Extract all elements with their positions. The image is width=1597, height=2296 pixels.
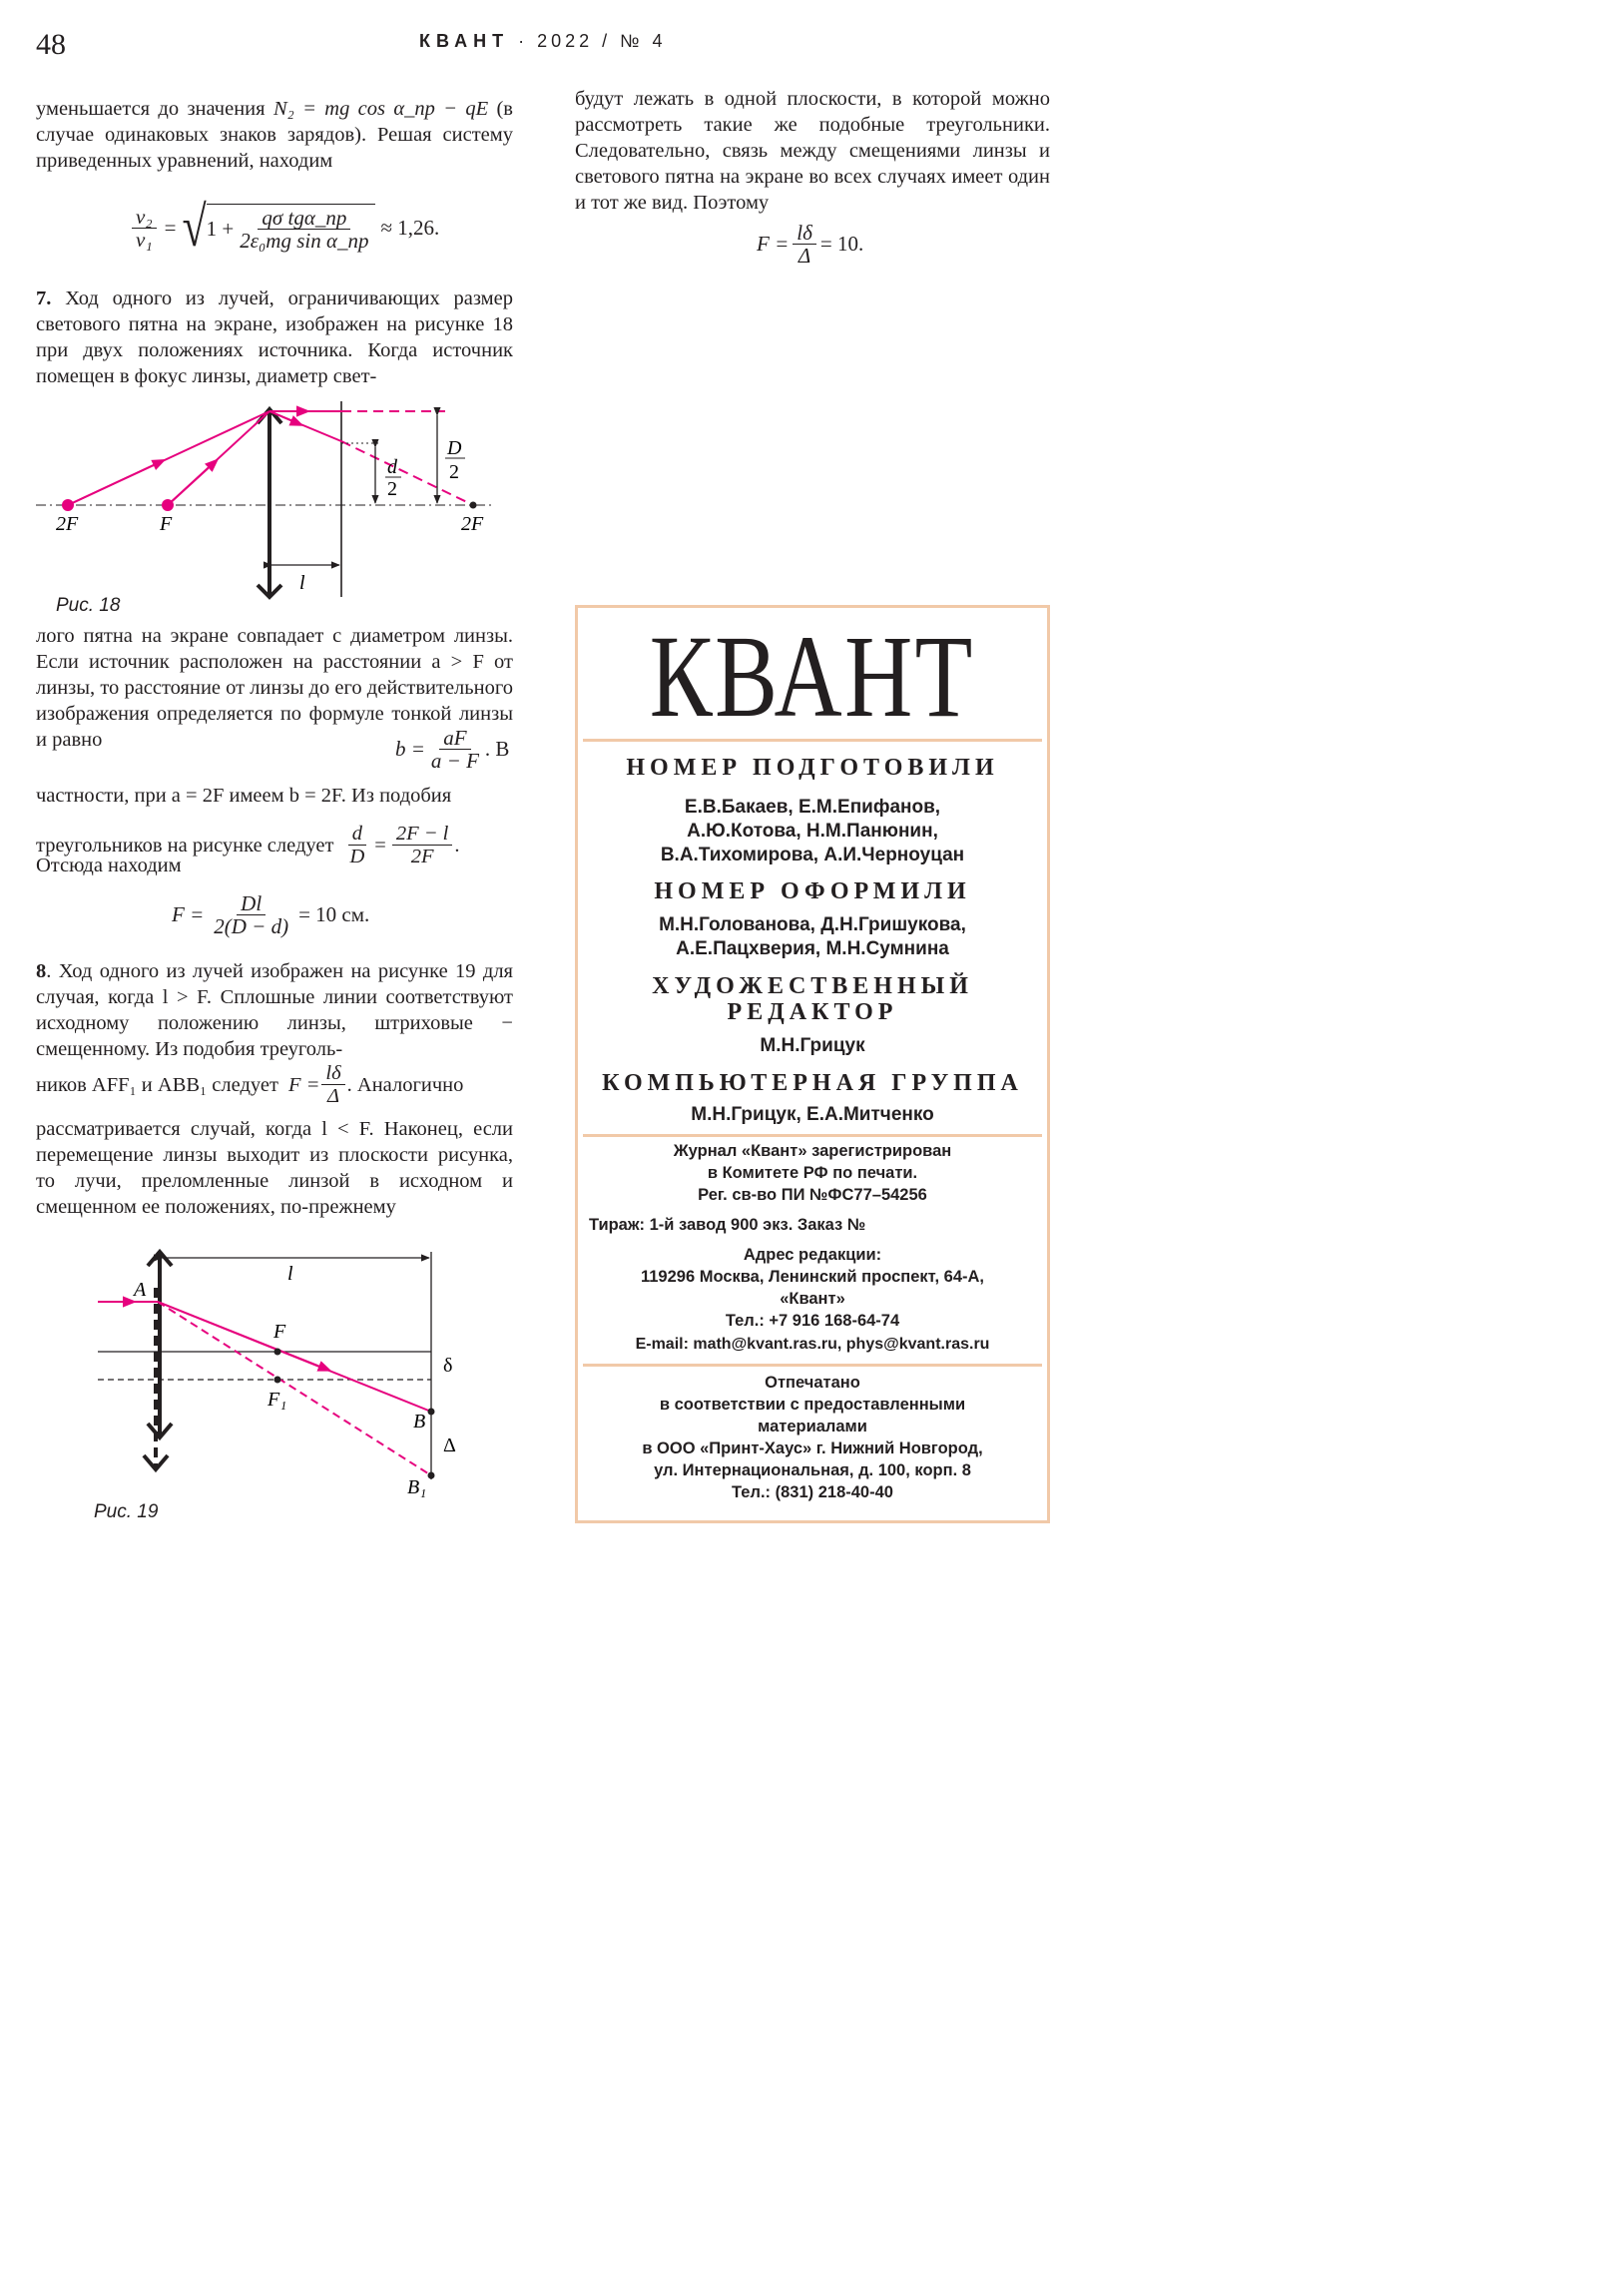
svg-text:F: F (160, 513, 173, 535)
names-prepared: Е.В.Бакаев, Е.М.Епифанов, А.Ю.Котова, Н.М.Панюнин, В.А.Тихомирова, А.И.Черноуцан (660, 797, 965, 865)
figure-19-caption: Рис. 19 (94, 1501, 159, 1522)
running-header (419, 31, 667, 52)
svg-text:F₁: F₁ (267, 1389, 287, 1411)
svg-text:l: l (287, 1263, 293, 1285)
svg-text:2F: 2F (461, 513, 484, 535)
svg-text:Δ: Δ (443, 1435, 456, 1456)
name-art-editor: М.Н.Грицук (760, 1035, 865, 1056)
problem-7-continued: лого пятна на экране совпадает с диаметром линзы. Если источник расположен на расстоянии a > F от линзы, то расстояние от линзы до его действительного изображения определяется по формуле тонкой линзы и равно (36, 625, 513, 751)
equation-f-10: F = $\frac{l\delta}{\Delta}$ = 10. (757, 221, 864, 268)
heading-designed: НОМЕР ОФОРМИЛИ (654, 878, 971, 904)
divider (583, 739, 1042, 742)
problem-8-c: рассматривается случай, когда l < F. Наконец, если перемещение линзы выходит из плоскости рисунка, то лучи, преломленные линзой в исходном и смещенном ее положениях, по-прежнему (36, 1118, 513, 1218)
svg-text:A: A (134, 1279, 147, 1301)
header-separator: · (518, 31, 529, 51)
equation-f-10cm: F = $\frac{Dl}{2(D - d)}$ = 10 см. (172, 891, 370, 938)
svg-text:2F: 2F (56, 513, 79, 535)
names-designed: М.Н.Голованова, Д.Н.Гришукова, А.Е.Пацхверия, М.Н.Сумнина (659, 914, 966, 959)
divider (583, 1364, 1042, 1367)
journal-name: КВАНТ (419, 31, 510, 51)
paragraph-intro: уменьшается до значения N₂ = mg cos α_пр − qE (в случае одинаковых знаков зарядов). Решая систему приведенных уравнений, находим (36, 98, 513, 172)
box-title: КВАНТ (650, 621, 975, 733)
problem-7-d: треугольников на рисунке следует $\frac{d}{D}$ = $\frac{2F - l}{2F}$ . (36, 823, 460, 867)
equation-velocity-ratio: $\frac{\text{v₂}}{\text{v₁}}$ = √ 1 + $\frac{\text{qσ tgα\_пр}}{\text{2ε₀mg sin α\_пр}}$ ≈ 1,26. (130, 204, 439, 252)
source-2f (62, 499, 74, 511)
problem-8-number: 8 (36, 960, 47, 982)
svg-text:δ: δ (443, 1355, 453, 1377)
problem-7-c: частности, при a = 2F имеем b = 2F. Из подобия (36, 785, 452, 807)
figure-18 (36, 397, 513, 607)
image-point-2f (470, 502, 477, 509)
refracted-ray-shifted (158, 1302, 431, 1475)
sqrt-sign: √ (182, 195, 207, 260)
svg-text:B₁: B₁ (407, 1476, 427, 1498)
print-run: Тираж: 1-й завод 900 экз. Заказ № (589, 1216, 866, 1234)
svg-text:2: 2 (449, 461, 459, 483)
printing-info: Отпечатано в соответствии с предоставленными материалами в ООО «Принт-Хаус» г. Нижний Новгород, ул. Интернациональная, д. 100, корп. 8 Тел.: (831) 218-40-40 (642, 1374, 983, 1501)
figure-18-caption: Рис. 18 (56, 595, 121, 616)
source-f (162, 499, 174, 511)
heading-prepared: НОМЕР ПОДГОТОВИЛИ (626, 755, 999, 781)
svg-text:D: D (447, 437, 462, 459)
heading-art-editor: ХУДОЖЕСТВЕННЫЙ РЕДАКТОР (652, 973, 973, 1025)
svg-text:F: F (273, 1321, 286, 1343)
figure-19 (90, 1248, 489, 1507)
svg-text:2: 2 (387, 478, 397, 500)
issue-number: 2022 / № 4 (537, 31, 667, 51)
point-b1 (428, 1472, 435, 1479)
svg-text:B: B (413, 1411, 426, 1433)
problem-8-text: 8. Ход одного из лучей изображен на рисунке 19 для случая, когда l > F. Сплошные линии соответствуют исходному положению линзы, штриховые − смещенному. Из подобия треуголь- (36, 960, 513, 1060)
divider (583, 1134, 1042, 1137)
heading-computer-group: КОМПЬЮТЕРНАЯ ГРУППА (602, 1070, 1023, 1096)
point-b (428, 1409, 435, 1416)
problem-7-number: 7. (36, 287, 52, 309)
page-number: 48 (36, 28, 66, 61)
problem-8-b: ников AFF₁ и ABB₁ следует F = $\frac{l\delta}{\Delta}$ . Аналогично (36, 1062, 464, 1107)
email-info: E-mail: math@kvant.ras.ru, phys@kvant.ras.ru (635, 1336, 990, 1353)
problem-7-e: Отсюда находим (36, 855, 182, 876)
formula-n2: N₂ = mg cos α_пр − qE (272, 98, 489, 120)
names-computer-group: М.Н.Грицук, Е.А.Митченко (691, 1104, 934, 1125)
right-column-text: будут лежать в одной плоскости, в которой можно рассмотреть такие же подобные треугольники. Следовательно, связь между смещениями линзы и светового пятна на экране во всех случаях имеет один и тот же вид. Поэтому (575, 88, 1050, 214)
focus-f1 (274, 1377, 281, 1384)
svg-text:d: d (387, 456, 397, 478)
focus-f (274, 1349, 281, 1356)
svg-text:l: l (299, 572, 305, 594)
formula-b: b = $\frac{aF}{a - F}$ . В (395, 726, 510, 773)
problem-7-text: 7. Ход одного из лучей, ограничивающих размер светового пятна на экране, изображен на рисунке 18 при двух положениях источника. Когда источник помещен в фокус линзы, диаметр свет- (36, 287, 513, 387)
address-info: Адрес редакции: 119296 Москва, Ленинский проспект, 64-А, «Квант» Тел.: +7 916 168-64-74 (640, 1246, 985, 1330)
registration-info: Журнал «Квант» зарегистрирован в Комитете РФ по печати. Рег. св-во ПИ №ФС77–54256 (673, 1142, 952, 1204)
left-column-top (36, 96, 513, 174)
